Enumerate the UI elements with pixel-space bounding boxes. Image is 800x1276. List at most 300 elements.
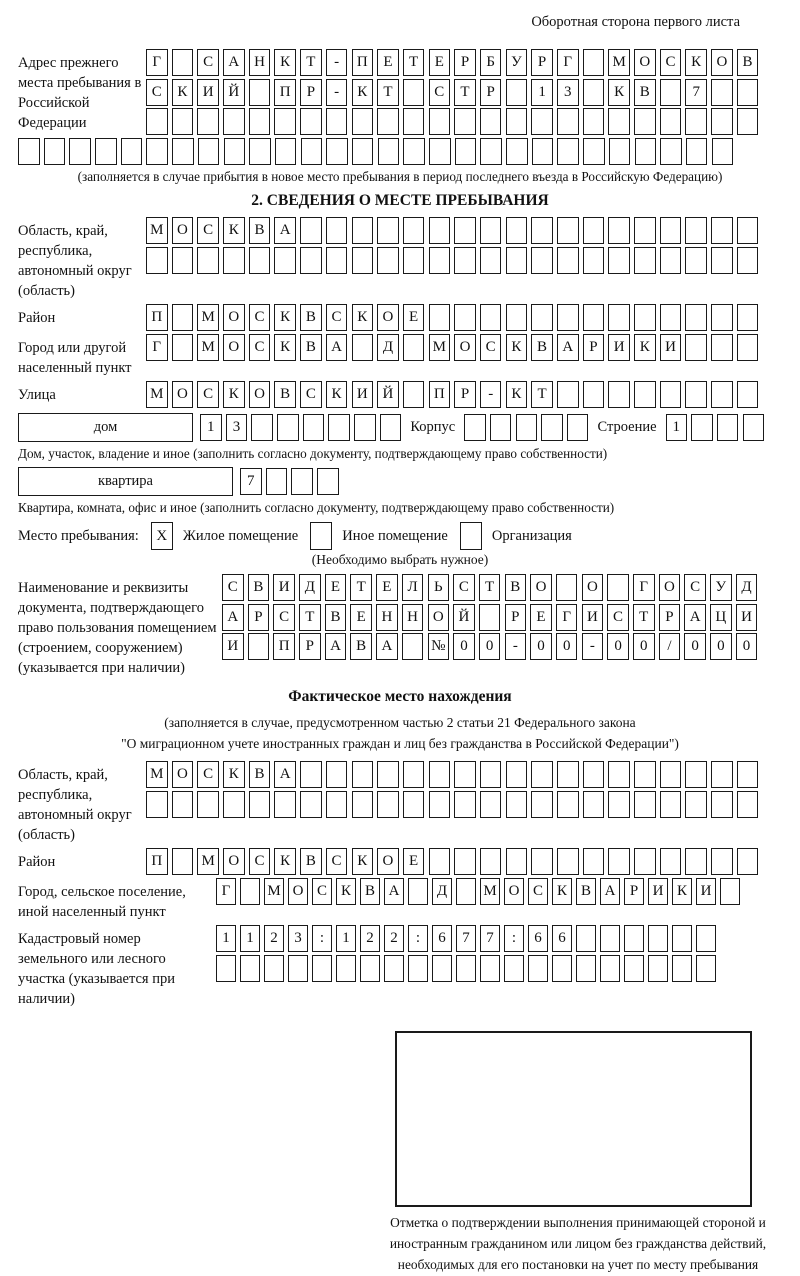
char-cell[interactable]: П bbox=[273, 633, 295, 660]
char-cell[interactable] bbox=[600, 925, 620, 952]
char-cell[interactable]: О bbox=[634, 49, 656, 76]
char-cell[interactable]: К bbox=[685, 49, 707, 76]
char-cell[interactable]: - bbox=[505, 633, 527, 660]
char-cell[interactable] bbox=[557, 138, 579, 165]
char-cell[interactable] bbox=[403, 334, 425, 361]
char-cell[interactable] bbox=[454, 247, 476, 274]
char-cell[interactable] bbox=[672, 925, 692, 952]
char-cell[interactable]: Т bbox=[403, 49, 425, 76]
char-cell[interactable]: О bbox=[223, 334, 245, 361]
char-cell[interactable] bbox=[377, 761, 399, 788]
char-cell[interactable] bbox=[403, 79, 425, 106]
char-cell[interactable] bbox=[95, 138, 117, 165]
char-cell[interactable]: С bbox=[197, 381, 219, 408]
char-cell[interactable]: : bbox=[504, 925, 524, 952]
char-cell[interactable] bbox=[624, 955, 644, 982]
char-cell[interactable]: Т bbox=[299, 604, 321, 631]
char-cell[interactable] bbox=[408, 955, 428, 982]
char-cell[interactable] bbox=[685, 304, 707, 331]
char-cell[interactable]: Д bbox=[736, 574, 758, 601]
char-cell[interactable]: М bbox=[197, 848, 219, 875]
char-cell[interactable]: М bbox=[480, 878, 500, 905]
char-cell[interactable]: С bbox=[197, 49, 219, 76]
char-cell[interactable]: - bbox=[480, 381, 502, 408]
char-cell[interactable] bbox=[455, 138, 477, 165]
char-cell[interactable] bbox=[711, 304, 733, 331]
char-cell[interactable] bbox=[172, 848, 194, 875]
char-cell[interactable]: М bbox=[197, 334, 219, 361]
char-cell[interactable] bbox=[403, 138, 425, 165]
char-cell[interactable]: А bbox=[325, 633, 347, 660]
char-cell[interactable] bbox=[429, 138, 451, 165]
char-cell[interactable] bbox=[576, 925, 596, 952]
char-cell[interactable] bbox=[480, 138, 502, 165]
char-cell[interactable] bbox=[711, 79, 733, 106]
char-cell[interactable] bbox=[172, 791, 194, 818]
char-cell[interactable] bbox=[429, 791, 451, 818]
char-cell[interactable]: Е bbox=[403, 848, 425, 875]
char-cell[interactable]: И bbox=[582, 604, 604, 631]
char-cell[interactable] bbox=[240, 878, 260, 905]
char-cell[interactable]: К bbox=[352, 304, 374, 331]
char-cell[interactable]: С bbox=[480, 334, 502, 361]
char-cell[interactable]: В bbox=[360, 878, 380, 905]
char-cell[interactable]: Е bbox=[377, 49, 399, 76]
char-cell[interactable] bbox=[197, 247, 219, 274]
char-cell[interactable] bbox=[608, 247, 630, 274]
char-cell[interactable]: К bbox=[352, 848, 374, 875]
char-cell[interactable]: 0 bbox=[710, 633, 732, 660]
char-cell[interactable] bbox=[531, 761, 553, 788]
char-cell[interactable]: С bbox=[273, 604, 295, 631]
char-cell[interactable]: Г bbox=[557, 49, 579, 76]
char-cell[interactable]: П bbox=[146, 848, 168, 875]
char-cell[interactable] bbox=[506, 761, 528, 788]
char-cell[interactable] bbox=[377, 217, 399, 244]
char-cell[interactable] bbox=[608, 304, 630, 331]
char-cell[interactable]: И bbox=[736, 604, 758, 631]
char-cell[interactable] bbox=[172, 108, 194, 135]
char-cell[interactable]: В bbox=[249, 761, 271, 788]
char-cell[interactable]: К bbox=[274, 334, 296, 361]
char-cell[interactable] bbox=[352, 217, 374, 244]
char-cell[interactable] bbox=[197, 791, 219, 818]
char-cell[interactable] bbox=[288, 955, 308, 982]
char-cell[interactable] bbox=[660, 791, 682, 818]
char-cell[interactable] bbox=[403, 791, 425, 818]
char-cell[interactable] bbox=[429, 848, 451, 875]
char-cell[interactable] bbox=[556, 574, 578, 601]
char-cell[interactable] bbox=[685, 381, 707, 408]
char-cell[interactable]: П bbox=[274, 79, 296, 106]
char-cell[interactable]: 6 bbox=[552, 925, 572, 952]
char-cell[interactable] bbox=[506, 217, 528, 244]
char-cell[interactable]: О bbox=[711, 49, 733, 76]
char-cell[interactable]: А bbox=[326, 334, 348, 361]
char-cell[interactable] bbox=[251, 414, 273, 441]
char-cell[interactable]: 0 bbox=[453, 633, 475, 660]
char-cell[interactable] bbox=[403, 247, 425, 274]
char-cell[interactable] bbox=[672, 955, 692, 982]
char-cell[interactable]: К bbox=[352, 79, 374, 106]
char-cell[interactable] bbox=[583, 848, 605, 875]
char-cell[interactable]: О bbox=[530, 574, 552, 601]
char-cell[interactable]: А bbox=[274, 761, 296, 788]
char-cell[interactable]: С bbox=[300, 381, 322, 408]
char-cell[interactable] bbox=[685, 848, 707, 875]
char-cell[interactable] bbox=[506, 848, 528, 875]
char-cell[interactable]: П bbox=[429, 381, 451, 408]
char-cell[interactable] bbox=[403, 217, 425, 244]
char-cell[interactable]: Ц bbox=[710, 604, 732, 631]
char-cell[interactable] bbox=[532, 138, 554, 165]
char-cell[interactable] bbox=[360, 955, 380, 982]
char-cell[interactable] bbox=[711, 381, 733, 408]
char-cell[interactable] bbox=[737, 761, 759, 788]
char-cell[interactable]: С bbox=[528, 878, 548, 905]
char-cell[interactable] bbox=[648, 955, 668, 982]
char-cell[interactable] bbox=[223, 247, 245, 274]
char-cell[interactable] bbox=[121, 138, 143, 165]
char-cell[interactable]: М bbox=[608, 49, 630, 76]
char-cell[interactable]: А bbox=[557, 334, 579, 361]
char-cell[interactable] bbox=[660, 247, 682, 274]
char-cell[interactable]: С bbox=[249, 334, 271, 361]
char-cell[interactable] bbox=[274, 791, 296, 818]
char-cell[interactable] bbox=[583, 49, 605, 76]
char-cell[interactable]: В bbox=[634, 79, 656, 106]
char-cell[interactable] bbox=[454, 304, 476, 331]
char-cell[interactable] bbox=[402, 633, 424, 660]
char-cell[interactable] bbox=[44, 138, 66, 165]
char-cell[interactable]: Г bbox=[146, 49, 168, 76]
char-cell[interactable]: Р bbox=[624, 878, 644, 905]
char-cell[interactable]: Т bbox=[633, 604, 655, 631]
char-cell[interactable] bbox=[685, 217, 707, 244]
char-cell[interactable] bbox=[300, 791, 322, 818]
char-cell[interactable]: - bbox=[582, 633, 604, 660]
char-cell[interactable] bbox=[454, 848, 476, 875]
char-cell[interactable]: С bbox=[453, 574, 475, 601]
char-cell[interactable] bbox=[685, 108, 707, 135]
char-cell[interactable] bbox=[454, 108, 476, 135]
char-cell[interactable] bbox=[711, 247, 733, 274]
char-cell[interactable] bbox=[634, 217, 656, 244]
char-cell[interactable]: 1 bbox=[666, 414, 688, 441]
char-cell[interactable]: К bbox=[506, 381, 528, 408]
char-cell[interactable] bbox=[607, 574, 629, 601]
char-cell[interactable]: Б bbox=[480, 49, 502, 76]
char-cell[interactable] bbox=[600, 955, 620, 982]
char-cell[interactable]: К bbox=[274, 304, 296, 331]
char-cell[interactable]: У bbox=[710, 574, 732, 601]
char-cell[interactable] bbox=[352, 138, 374, 165]
char-cell[interactable]: № bbox=[428, 633, 450, 660]
stay-checkbox-other[interactable] bbox=[310, 522, 332, 550]
char-cell[interactable] bbox=[635, 138, 657, 165]
char-cell[interactable] bbox=[711, 761, 733, 788]
char-cell[interactable] bbox=[660, 761, 682, 788]
char-cell[interactable] bbox=[660, 79, 682, 106]
char-cell[interactable] bbox=[464, 414, 486, 441]
char-cell[interactable] bbox=[531, 108, 553, 135]
char-cell[interactable]: С bbox=[312, 878, 332, 905]
char-cell[interactable] bbox=[456, 878, 476, 905]
char-cell[interactable]: Р bbox=[454, 49, 476, 76]
char-cell[interactable]: И bbox=[352, 381, 374, 408]
char-cell[interactable] bbox=[552, 955, 572, 982]
char-cell[interactable] bbox=[634, 381, 656, 408]
stay-checkbox-residential[interactable]: X bbox=[151, 522, 173, 550]
char-cell[interactable] bbox=[303, 414, 325, 441]
char-cell[interactable] bbox=[634, 791, 656, 818]
char-cell[interactable]: О bbox=[172, 217, 194, 244]
char-cell[interactable] bbox=[146, 791, 168, 818]
char-cell[interactable] bbox=[274, 247, 296, 274]
char-cell[interactable]: 3 bbox=[288, 925, 308, 952]
char-cell[interactable]: В bbox=[325, 604, 347, 631]
char-cell[interactable]: 6 bbox=[432, 925, 452, 952]
char-cell[interactable]: 2 bbox=[264, 925, 284, 952]
char-cell[interactable] bbox=[557, 217, 579, 244]
char-cell[interactable] bbox=[711, 108, 733, 135]
char-cell[interactable] bbox=[531, 217, 553, 244]
char-cell[interactable] bbox=[711, 334, 733, 361]
char-cell[interactable] bbox=[608, 108, 630, 135]
char-cell[interactable]: А bbox=[376, 633, 398, 660]
char-cell[interactable]: Д bbox=[377, 334, 399, 361]
char-cell[interactable]: П bbox=[146, 304, 168, 331]
char-cell[interactable]: О bbox=[377, 304, 399, 331]
char-cell[interactable] bbox=[312, 955, 332, 982]
char-cell[interactable] bbox=[711, 848, 733, 875]
char-cell[interactable] bbox=[583, 381, 605, 408]
char-cell[interactable] bbox=[172, 49, 194, 76]
char-cell[interactable]: Г bbox=[556, 604, 578, 631]
char-cell[interactable] bbox=[223, 791, 245, 818]
char-cell[interactable]: Г bbox=[216, 878, 236, 905]
char-cell[interactable]: А bbox=[223, 49, 245, 76]
char-cell[interactable] bbox=[216, 955, 236, 982]
char-cell[interactable] bbox=[557, 848, 579, 875]
char-cell[interactable]: 0 bbox=[479, 633, 501, 660]
char-cell[interactable] bbox=[583, 791, 605, 818]
char-cell[interactable] bbox=[660, 848, 682, 875]
char-cell[interactable] bbox=[480, 108, 502, 135]
char-cell[interactable] bbox=[277, 414, 299, 441]
char-cell[interactable]: 2 bbox=[360, 925, 380, 952]
char-cell[interactable] bbox=[743, 414, 765, 441]
char-cell[interactable] bbox=[172, 247, 194, 274]
char-cell[interactable] bbox=[378, 138, 400, 165]
char-cell[interactable] bbox=[711, 217, 733, 244]
char-cell[interactable]: П bbox=[352, 49, 374, 76]
char-cell[interactable]: А bbox=[384, 878, 404, 905]
char-cell[interactable]: 7 bbox=[480, 925, 500, 952]
char-cell[interactable] bbox=[685, 791, 707, 818]
char-cell[interactable] bbox=[737, 79, 759, 106]
char-cell[interactable]: В bbox=[300, 304, 322, 331]
char-cell[interactable] bbox=[624, 925, 644, 952]
char-cell[interactable] bbox=[506, 79, 528, 106]
char-cell[interactable] bbox=[326, 247, 348, 274]
char-cell[interactable]: В bbox=[737, 49, 759, 76]
char-cell[interactable] bbox=[352, 761, 374, 788]
char-cell[interactable] bbox=[429, 217, 451, 244]
char-cell[interactable] bbox=[429, 108, 451, 135]
char-cell[interactable] bbox=[506, 304, 528, 331]
char-cell[interactable]: К bbox=[274, 848, 296, 875]
char-cell[interactable]: У bbox=[506, 49, 528, 76]
char-cell[interactable]: Р bbox=[531, 49, 553, 76]
char-cell[interactable] bbox=[352, 247, 374, 274]
char-cell[interactable] bbox=[403, 761, 425, 788]
char-cell[interactable] bbox=[377, 791, 399, 818]
char-cell[interactable] bbox=[380, 414, 402, 441]
char-cell[interactable]: / bbox=[659, 633, 681, 660]
char-cell[interactable]: 3 bbox=[226, 414, 248, 441]
char-cell[interactable] bbox=[567, 414, 589, 441]
char-cell[interactable] bbox=[352, 108, 374, 135]
char-cell[interactable] bbox=[224, 138, 246, 165]
char-cell[interactable] bbox=[352, 791, 374, 818]
char-cell[interactable] bbox=[429, 247, 451, 274]
char-cell[interactable]: Е bbox=[429, 49, 451, 76]
char-cell[interactable]: Р bbox=[505, 604, 527, 631]
char-cell[interactable]: Т bbox=[479, 574, 501, 601]
char-cell[interactable]: Т bbox=[350, 574, 372, 601]
char-cell[interactable] bbox=[608, 217, 630, 244]
char-cell[interactable] bbox=[403, 381, 425, 408]
char-cell[interactable] bbox=[660, 304, 682, 331]
char-cell[interactable] bbox=[480, 761, 502, 788]
char-cell[interactable] bbox=[583, 108, 605, 135]
char-cell[interactable]: 1 bbox=[531, 79, 553, 106]
char-cell[interactable] bbox=[291, 468, 313, 495]
char-cell[interactable]: А bbox=[684, 604, 706, 631]
char-cell[interactable] bbox=[557, 247, 579, 274]
char-cell[interactable] bbox=[660, 138, 682, 165]
char-cell[interactable] bbox=[557, 761, 579, 788]
char-cell[interactable]: С bbox=[249, 848, 271, 875]
char-cell[interactable]: 7 bbox=[685, 79, 707, 106]
char-cell[interactable]: Р bbox=[583, 334, 605, 361]
char-cell[interactable] bbox=[249, 138, 271, 165]
char-cell[interactable]: - bbox=[326, 79, 348, 106]
char-cell[interactable]: О bbox=[428, 604, 450, 631]
char-cell[interactable] bbox=[384, 955, 404, 982]
char-cell[interactable] bbox=[685, 334, 707, 361]
char-cell[interactable] bbox=[506, 138, 528, 165]
char-cell[interactable] bbox=[557, 304, 579, 331]
char-cell[interactable]: И bbox=[696, 878, 716, 905]
char-cell[interactable]: К bbox=[223, 381, 245, 408]
char-cell[interactable] bbox=[248, 633, 270, 660]
char-cell[interactable]: И bbox=[660, 334, 682, 361]
char-cell[interactable]: : bbox=[312, 925, 332, 952]
char-cell[interactable]: В bbox=[505, 574, 527, 601]
char-cell[interactable] bbox=[506, 791, 528, 818]
char-cell[interactable] bbox=[686, 138, 708, 165]
char-cell[interactable]: Р bbox=[300, 79, 322, 106]
char-cell[interactable]: Ь bbox=[428, 574, 450, 601]
char-cell[interactable]: К bbox=[223, 761, 245, 788]
char-cell[interactable]: К bbox=[552, 878, 572, 905]
char-cell[interactable] bbox=[717, 414, 739, 441]
char-cell[interactable] bbox=[249, 79, 271, 106]
char-cell[interactable] bbox=[480, 217, 502, 244]
char-cell[interactable] bbox=[326, 761, 348, 788]
stay-checkbox-organization[interactable] bbox=[460, 522, 482, 550]
char-cell[interactable]: И bbox=[608, 334, 630, 361]
char-cell[interactable] bbox=[480, 955, 500, 982]
char-cell[interactable] bbox=[583, 217, 605, 244]
char-cell[interactable]: 0 bbox=[684, 633, 706, 660]
char-cell[interactable] bbox=[377, 108, 399, 135]
char-cell[interactable] bbox=[634, 247, 656, 274]
char-cell[interactable]: К bbox=[223, 217, 245, 244]
char-cell[interactable]: И bbox=[222, 633, 244, 660]
char-cell[interactable]: Н bbox=[249, 49, 271, 76]
char-cell[interactable] bbox=[403, 108, 425, 135]
char-cell[interactable]: С bbox=[684, 574, 706, 601]
char-cell[interactable]: М bbox=[146, 761, 168, 788]
char-cell[interactable]: М bbox=[146, 217, 168, 244]
char-cell[interactable] bbox=[377, 247, 399, 274]
char-cell[interactable]: К bbox=[634, 334, 656, 361]
char-cell[interactable]: : bbox=[408, 925, 428, 952]
char-cell[interactable] bbox=[249, 247, 271, 274]
char-cell[interactable] bbox=[660, 217, 682, 244]
char-cell[interactable]: В bbox=[531, 334, 553, 361]
char-cell[interactable]: О bbox=[172, 381, 194, 408]
char-cell[interactable]: Л bbox=[402, 574, 424, 601]
char-cell[interactable] bbox=[531, 848, 553, 875]
char-cell[interactable]: О bbox=[288, 878, 308, 905]
char-cell[interactable] bbox=[317, 468, 339, 495]
char-cell[interactable] bbox=[712, 138, 734, 165]
char-cell[interactable]: Г bbox=[146, 334, 168, 361]
char-cell[interactable] bbox=[454, 217, 476, 244]
char-cell[interactable]: Т bbox=[300, 49, 322, 76]
char-cell[interactable] bbox=[531, 247, 553, 274]
char-cell[interactable]: С bbox=[607, 604, 629, 631]
char-cell[interactable] bbox=[198, 138, 220, 165]
char-cell[interactable]: 0 bbox=[556, 633, 578, 660]
char-cell[interactable]: Р bbox=[480, 79, 502, 106]
char-cell[interactable]: Е bbox=[530, 604, 552, 631]
char-cell[interactable]: 1 bbox=[200, 414, 222, 441]
char-cell[interactable] bbox=[531, 304, 553, 331]
char-cell[interactable] bbox=[454, 761, 476, 788]
char-cell[interactable]: С bbox=[249, 304, 271, 331]
char-cell[interactable] bbox=[737, 108, 759, 135]
char-cell[interactable] bbox=[408, 878, 428, 905]
char-cell[interactable] bbox=[456, 955, 476, 982]
char-cell[interactable]: 0 bbox=[530, 633, 552, 660]
char-cell[interactable] bbox=[480, 791, 502, 818]
char-cell[interactable] bbox=[516, 414, 538, 441]
char-cell[interactable] bbox=[737, 217, 759, 244]
char-cell[interactable] bbox=[300, 247, 322, 274]
char-cell[interactable] bbox=[737, 304, 759, 331]
char-cell[interactable]: 1 bbox=[240, 925, 260, 952]
char-cell[interactable]: Н bbox=[402, 604, 424, 631]
char-cell[interactable]: 0 bbox=[607, 633, 629, 660]
char-cell[interactable]: В bbox=[350, 633, 372, 660]
char-cell[interactable]: К bbox=[172, 79, 194, 106]
char-cell[interactable]: 1 bbox=[216, 925, 236, 952]
